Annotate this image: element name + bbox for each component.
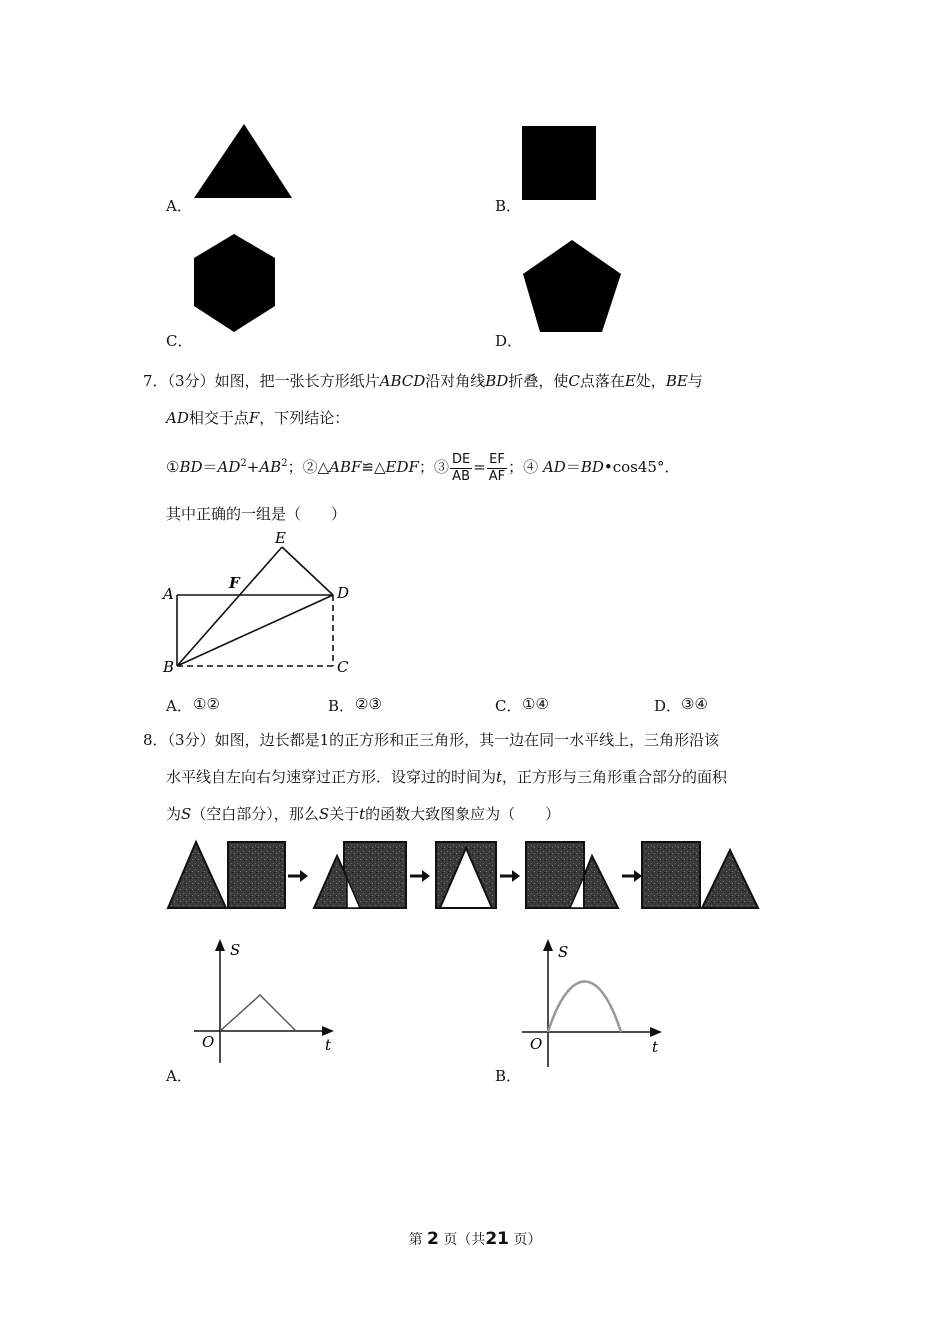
axis-label-s: S (558, 943, 569, 961)
math-op: △ (317, 458, 330, 476)
square-icon (520, 125, 598, 201)
q7-line-2 (166, 407, 349, 428)
axis-label-s: S (230, 941, 241, 959)
math-text: •cos45°． (603, 458, 680, 476)
math-var: t (359, 805, 366, 823)
label-d: D (337, 584, 350, 602)
q7-text: 处， (635, 372, 666, 390)
q8-number: 8． (143, 731, 168, 749)
label-c: C (337, 658, 349, 676)
q8-line-1 (143, 729, 719, 750)
math-var: EDF (385, 458, 419, 476)
math-var: AD (166, 409, 189, 427)
label-a: A (163, 585, 174, 603)
answer-label: A． (166, 697, 192, 715)
q7-prompt: 其中正确的一组是（ ） (166, 505, 347, 523)
conclusion-mark: ④ (523, 458, 539, 476)
answer-label: D． (654, 697, 682, 715)
label-b: B (163, 658, 175, 676)
q8-score: （3分） (167, 731, 215, 749)
math-op: + (246, 458, 260, 476)
total-pages: 21 (485, 1229, 509, 1249)
conclusion-mark: ③ (433, 458, 449, 476)
q7-conclusions (166, 446, 679, 486)
separator: ； (508, 458, 524, 476)
answer-label: B． (328, 697, 355, 715)
answer-label: C． (495, 697, 522, 715)
math-var: C (568, 372, 580, 390)
fraction-numerator: EF (487, 452, 507, 469)
q8-text: （空白部分），那么 (191, 805, 319, 823)
math-var: AD (542, 458, 566, 476)
math-var: ABF (329, 458, 362, 476)
conclusion-mark: ① (166, 458, 180, 476)
math-op: ≌ (361, 458, 374, 476)
page-footer (0, 1229, 950, 1249)
q8-text: ，正方形与三角形重合部分的面积 (502, 768, 728, 786)
math-var: AD (217, 458, 241, 476)
math-var: BD (580, 458, 604, 476)
fraction-denominator: AF (488, 468, 506, 484)
math-var: BE (665, 372, 688, 390)
option-label: B． (495, 197, 522, 215)
q7-text: 与 (687, 372, 703, 390)
footer-text: 第 (408, 1232, 423, 1248)
math-var: BD (179, 458, 203, 476)
label-f: F (229, 574, 240, 592)
q8-text: 的函数大致图象应为（ ） (365, 805, 561, 823)
q8-line-3 (166, 803, 560, 824)
graph-b (518, 935, 678, 1070)
origin-label: O (530, 1035, 543, 1053)
math-var: BD (485, 372, 509, 390)
q8-text: 关于 (329, 805, 360, 823)
q7-line-1 (143, 370, 703, 391)
fraction (450, 452, 472, 485)
answer-value: ②③ (355, 695, 382, 713)
conclusion-mark: ② (302, 458, 318, 476)
pentagon-icon (520, 238, 624, 334)
hexagon-icon (190, 232, 280, 336)
page-number: 2 (427, 1229, 439, 1249)
q8-line-2 (166, 766, 727, 787)
axis-label-t: t (652, 1038, 659, 1056)
q7-figure (155, 525, 360, 680)
q7-number: 7． (143, 372, 168, 390)
math-var: S (318, 805, 330, 823)
footer-text: 页（共 (443, 1232, 486, 1248)
q7-text: 相交于点 (188, 409, 249, 427)
math-op: △ (374, 458, 386, 476)
q7-text: 点落在 (579, 372, 625, 390)
math-op: = (473, 458, 486, 476)
q7-text: ，下列结论： (259, 409, 350, 427)
separator: ； (287, 458, 303, 476)
separator: ； (418, 458, 434, 476)
answer-value: ①④ (522, 695, 549, 713)
option-label: A． (166, 1067, 192, 1085)
option-label: B． (495, 1067, 522, 1085)
axis-label-t: t (325, 1036, 332, 1054)
fraction-numerator: DE (451, 451, 471, 467)
option-label: A． (166, 197, 192, 215)
q8-sequence-figure (164, 838, 764, 914)
math-var: t (496, 768, 503, 786)
math-op: ＝ (202, 458, 218, 476)
option-label: C． (166, 332, 193, 350)
fraction (487, 452, 507, 485)
q7-score: （3分） (167, 372, 215, 390)
answer-value: ③④ (681, 695, 708, 713)
math-var: AB (259, 458, 282, 476)
math-var: F (248, 409, 260, 427)
q8-text: 为 (166, 805, 182, 823)
q7-text: 如图，把一张长方形纸片 (214, 372, 380, 390)
graph-a (190, 935, 350, 1065)
answer-value: ①② (193, 695, 220, 713)
q8-text: 如图，边长都是1的正方形和正三角形，其一边在同一水平线上，三角形沿该 (214, 731, 720, 749)
q7-text: 沿对角线 (425, 372, 486, 390)
label-e: E (275, 529, 286, 547)
footer-text: 页） (513, 1232, 542, 1248)
option-label: D． (495, 332, 523, 350)
math-var: E (624, 372, 636, 390)
math-var: ABCD (379, 372, 426, 390)
math-op: ＝ (565, 458, 581, 476)
fraction-denominator: AB (452, 468, 470, 484)
math-var: S (181, 805, 192, 823)
triangle-icon (190, 122, 296, 202)
origin-label: O (202, 1033, 215, 1051)
superscript: 2 (281, 458, 288, 469)
superscript: 2 (240, 458, 247, 469)
q8-text: 水平线自左向右匀速穿过正方形．设穿过的时间为 (166, 768, 497, 786)
q7-text: 折叠，使 (508, 372, 569, 390)
